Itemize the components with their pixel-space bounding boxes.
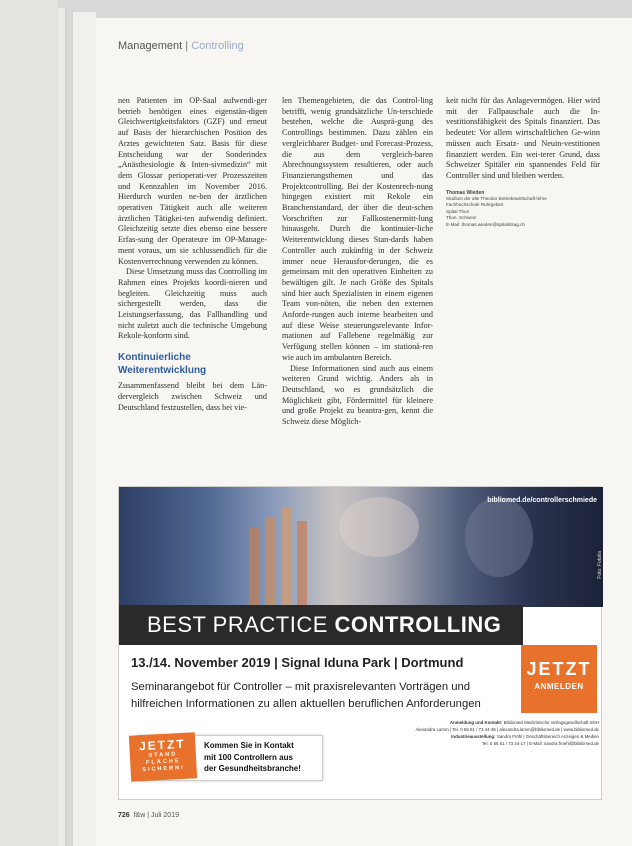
exhibitor-text bbox=[204, 740, 320, 775]
header-separator: | bbox=[185, 40, 189, 52]
author-info: Studium der alle Theodor Betriebswirtschaft-lehre bbox=[446, 196, 547, 202]
header-subsection: Controlling bbox=[191, 40, 244, 52]
header-section: Management bbox=[118, 40, 183, 52]
ad-photo-credit: Foto: Fotolia bbox=[597, 551, 603, 579]
author-email: E-Mail: thomas.wieden@spitalstsag.ch bbox=[446, 221, 525, 227]
author-name: Thomas Wieden bbox=[446, 189, 485, 196]
exhibitor-box bbox=[137, 735, 323, 781]
page-edge bbox=[72, 12, 96, 846]
section-subheading: Kontinuierliche Weiterentwicklung bbox=[118, 352, 207, 376]
ad-contact bbox=[349, 719, 599, 747]
page-footer bbox=[118, 812, 179, 819]
author-info: Fachhochschule Ruhrgebiet bbox=[446, 202, 504, 208]
ad-date-line: 13./14. November 2019 | Signal Iduna Park | Dortmund bbox=[131, 655, 464, 670]
contact-text: Tel. 0 56 61 / 73 44-17 | E-Mail: sandra.froehl@bibliomed.de bbox=[481, 741, 599, 746]
ad-photo bbox=[119, 487, 603, 607]
paragraph: keit nicht für das Anlagevermögen. Hier wird mit der Fallpauschale auch die In-vestitionsfähigkeit des Spitals finanziert. Das bedeutet: Vor allem wirtschaftlichen Ge-winn müssen auch Ersatz- und Neuin-vestitionen finanziert werden. Ein wei-terer Grund, dass Schweizer Spitäler ein spannendes Feld für Controller sind und bleiben werden. bbox=[446, 96, 600, 180]
paragraph: len Themengebieten, die das Control-ling betrifft, wenig grundsätzliche Un-terschiede bestehen, welche die Ausprä-gung des Controllings bestimmen. Dazu zählen ein vergleichbarer Budget- und Forecast-Prozess, die aus dem vergleich-baren Abrechnungssystem resultieren, oder auch Finanzierungsthemen und das Projektcontrolling. Bei der Kostenrech-nung hingegen existiert mit Rekole ein Branchenstandard, der über die deut-schen Vorschriften zur Fallkostenermitt-lung hinausgeht. Durch die kontinuier-liche Weiterentwicklung dieses Stan-dards haben Controller auch zukünftig in der Schweiz immer neue Herausfor-derungen, die es gemeinsam mit den operativen Einheiten zu bewältigen gilt. Je nach Größe des Spitals sind hier auch Spezialisten in einem eigenen Team von-nöten, die neben den externen Anforde-rungen auch interne bearbeiten und auf diese Weise steuerungsrelevante Infor-mationen auf Fallebene regelmäßig zur Verfügung stellen können – im stationä-ren wie auch im ambulanten Bereich. bbox=[282, 96, 433, 362]
register-now-label: ANMELDEN bbox=[534, 682, 584, 691]
author-box bbox=[446, 190, 600, 228]
ad-desc-line: Seminarangebot für Controller – mit praxisrelevanten Vorträgen und bbox=[131, 681, 471, 693]
paragraph: Diese Umsetzung muss das Controlling im Rahmen eines Projekts koordi-nieren und begleiten. Gleichzeitig muss auch sichergestellt werden, dass die Leistungserfassung, das Fallhandling und nicht zuletzt auch die technische Umgebung Rekole-konform sind. bbox=[118, 267, 267, 341]
contact-label: Industrieausstellung: bbox=[451, 734, 496, 739]
ad-url: bibliomed.de/controllerschmiede bbox=[487, 497, 597, 504]
contact-text: Bibliomed Medizinische Verlagsgesellschaft mbH bbox=[503, 720, 599, 725]
register-now-badge bbox=[521, 645, 597, 713]
author-info: Spital Thun bbox=[446, 208, 470, 214]
paragraph: Zusammenfassend bleibt bei dem Län-dervergleich zwischen Schweiz und Deutschland festzustellen, dass bei vie- bbox=[118, 381, 267, 412]
ad-banner bbox=[119, 605, 523, 645]
page-header bbox=[118, 40, 244, 52]
stand-badge bbox=[129, 732, 197, 781]
paragraph: nen Patienten im OP-Saal aufwendi-ger betrieb benötigen eines eigenstän-digen Gleichwertigkeitsfaktors (GZF) und erneut auf Basis der hierarchischen Position des Arztes gewichteten Satz. Basis für diese Entscheidung war der Sonderindex „Anästhesiologie & Inten-sivmedizin“ mit dem Glossar perioperati-ver Prozesszeiten und Kennzahlen im November 2016. Hierdurch wurden ne-ben der ärztlichen operativen Tätigkeit auch alle weiteren ärztlichen Tätigkei-ten aufwendig definiert. Gleichzeitig setzte dies ebenso eine bessere Erfas-sung der Operateure im OP-Manage-ment voraus, um sie schlussendlich für die Kostenverrechnung verwenden zu können. bbox=[118, 96, 267, 266]
author-info: Thun, Schweiz bbox=[446, 215, 477, 221]
contact-text: Alexandra Lamm | Tel. 0 56 61 / 73 44-36 | alexandra.lamm@bibliomed.de | www.bibliomed.de bbox=[415, 727, 599, 732]
stand-badge-line: STAND bbox=[148, 751, 178, 759]
exhibitor-line: Kommen Sie in Kontakt bbox=[204, 741, 294, 750]
stand-badge-line: FLÄCHE bbox=[145, 758, 181, 766]
page-edge bbox=[58, 8, 66, 846]
magazine-issue: f&w | Juli 2019 bbox=[133, 812, 179, 819]
ad-banner-light: BEST PRACTICE bbox=[147, 612, 328, 637]
exhibitor-line: mit 100 Controllern aus bbox=[204, 752, 293, 762]
page-number: 726 bbox=[118, 812, 130, 819]
paragraph: Diese Informationen sind auch aus einem weiteren Grund wichtig. Anders als in Deutschland, wo es grundsätzlich die Möglichkeit gibt, Fördermittel für kleinere und große Projekt zu beantra-gen, kennt die Schweiz diese Möglich- bbox=[282, 363, 433, 427]
page-stack-background bbox=[0, 0, 58, 846]
text-column-1 bbox=[118, 96, 267, 413]
contact-text: Sandra Fröhl | Geschäftsbereich Anzeigen & Medien bbox=[496, 734, 599, 739]
advertisement bbox=[118, 486, 602, 800]
stand-badge-line: SICHERN! bbox=[142, 764, 186, 774]
stand-badge-title: JETZT bbox=[138, 736, 187, 754]
ad-photo-graphic bbox=[119, 487, 603, 607]
text-column-2 bbox=[282, 96, 433, 428]
ad-description bbox=[131, 679, 511, 713]
contact-label: Anmeldung und Kontakt: bbox=[449, 720, 503, 725]
text-column-3 bbox=[446, 96, 600, 228]
exhibitor-line: der Gesundheitsbranche! bbox=[204, 764, 301, 773]
ad-banner-bold: CONTROLLING bbox=[334, 612, 502, 637]
ad-desc-line: hilfreichen Informationen zu allen aktuellen beruflichen Anforderungen bbox=[131, 698, 481, 710]
register-now-title: JETZT bbox=[526, 659, 592, 679]
